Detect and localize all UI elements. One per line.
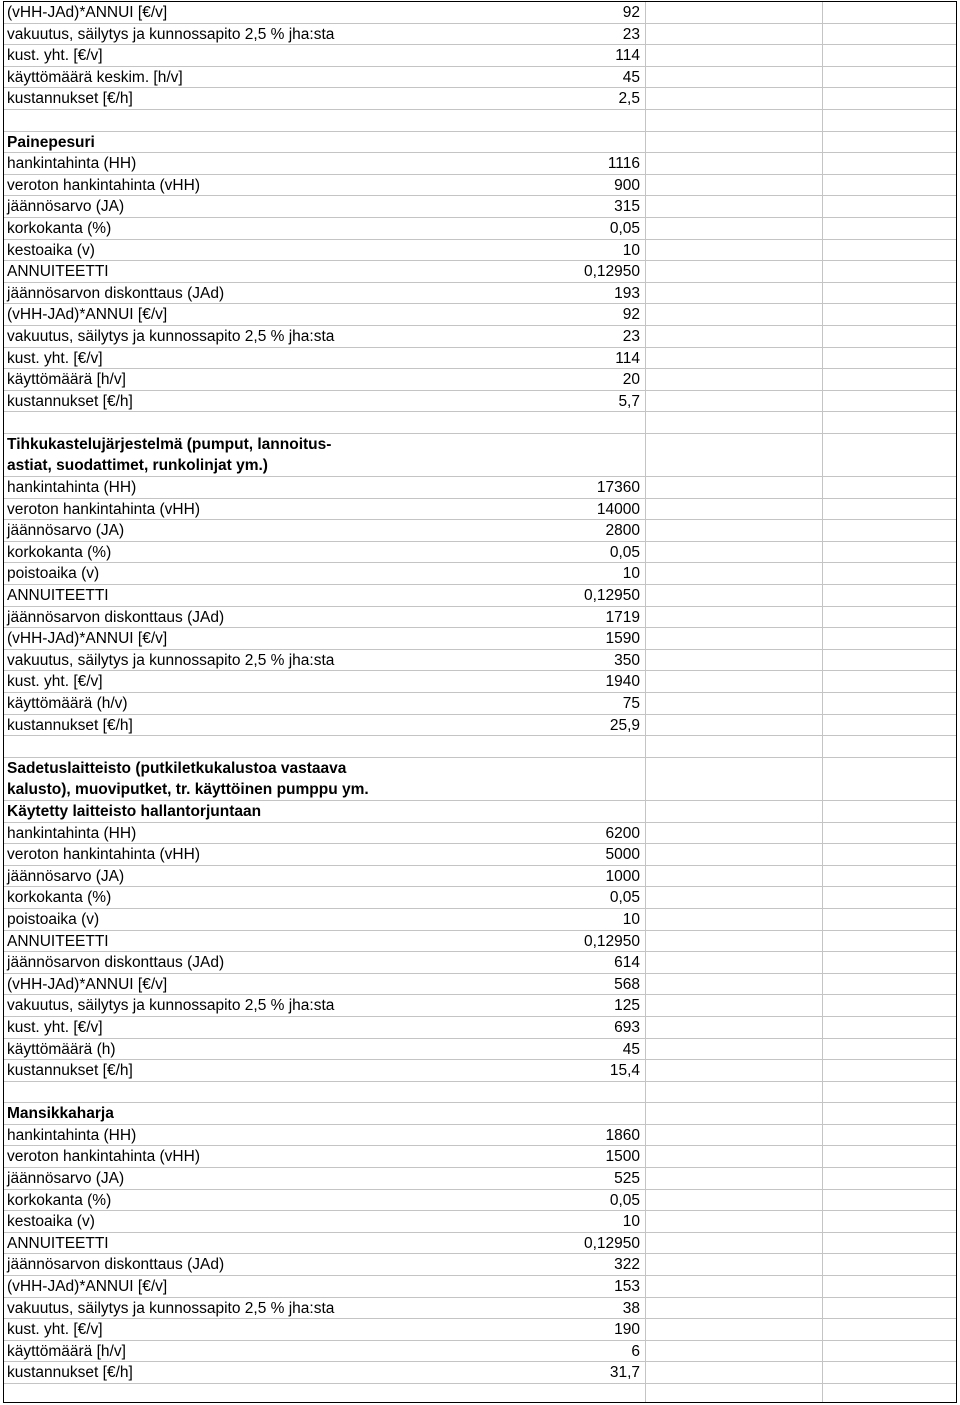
row-value: 15,4: [609, 1062, 640, 1080]
row-label: (vHH-JAd)*ANNUI [€/v]: [7, 1278, 168, 1296]
row-value: 350: [614, 651, 640, 669]
row-label: käyttömäärä (h): [7, 1040, 116, 1058]
section-heading: Mansikkaharja: [7, 1105, 114, 1123]
table-row[interactable]: [4, 1341, 956, 1363]
row-label: jäännösarvo (JA): [7, 198, 125, 216]
row-label: kust. yht. [€/v]: [7, 1018, 103, 1036]
row-value: 114: [615, 349, 640, 367]
row-label: vakuutus, säilytys ja kunnossapito 2,5 % jha:sta: [7, 651, 335, 669]
row-value: 0,12950: [583, 1234, 640, 1252]
table-row[interactable]: [4, 477, 956, 499]
row-value: 10: [622, 241, 640, 259]
table-row[interactable]: [4, 45, 956, 67]
table-row[interactable]: [4, 88, 956, 110]
table-row[interactable]: [4, 1168, 956, 1190]
table-row[interactable]: [4, 1276, 956, 1298]
table-row[interactable]: [4, 369, 956, 391]
row-value: 1940: [605, 673, 640, 691]
row-value: 1590: [605, 630, 640, 648]
row-label: jäännösarvon diskonttaus (JAd): [7, 1256, 225, 1274]
row-label: kust. yht. [€/v]: [7, 349, 103, 367]
row-value: 114: [615, 47, 640, 65]
row-value: 568: [614, 975, 640, 993]
table-row[interactable]: [4, 758, 956, 780]
row-value: 614: [614, 954, 640, 972]
row-value: 0,05: [609, 889, 640, 907]
row-value: 153: [614, 1278, 640, 1296]
table-row[interactable]: [4, 67, 956, 89]
row-label: jäännösarvo (JA): [7, 1170, 125, 1188]
row-label: kustannukset [€/h]: [7, 716, 133, 734]
section-heading: astiat, suodattimet, runkolinjat ym.): [7, 457, 268, 475]
table-row[interactable]: [4, 110, 956, 132]
row-label: jäännösarvon diskonttaus (JAd): [7, 608, 225, 626]
row-value: 75: [622, 695, 640, 712]
row-label: ANNUITEETTI: [7, 263, 109, 281]
table-row[interactable]: [4, 823, 956, 845]
table-row[interactable]: [4, 628, 956, 650]
table-row[interactable]: [4, 1233, 956, 1255]
row-value: 38: [622, 1299, 640, 1317]
table-row[interactable]: [4, 412, 956, 434]
table-row[interactable]: [4, 1298, 956, 1320]
row-value: 1500: [605, 1148, 640, 1166]
row-value: 1860: [605, 1126, 640, 1144]
table-row[interactable]: [4, 1017, 956, 1039]
row-label: käyttömäärä (h/v): [7, 695, 128, 712]
row-value: 25,9: [609, 716, 640, 734]
row-label: poistoaika (v): [7, 910, 100, 928]
row-label: kustannukset [€/h]: [7, 90, 133, 108]
row-value: 45: [622, 68, 640, 86]
table-row[interactable]: [4, 520, 956, 542]
table-row[interactable]: [4, 715, 956, 737]
row-label: korkokanta (%): [7, 1191, 112, 1209]
row-value: 10: [622, 910, 640, 928]
row-value: 1719: [605, 608, 640, 626]
table-row[interactable]: [4, 1211, 956, 1233]
table-row[interactable]: [4, 974, 956, 996]
row-label: hankintahinta (HH): [7, 155, 137, 173]
table-row[interactable]: [4, 348, 956, 370]
table-row[interactable]: [4, 585, 956, 607]
table-row[interactable]: [4, 1125, 956, 1147]
table-row[interactable]: [4, 779, 956, 801]
table-row[interactable]: [4, 455, 956, 477]
row-label: vakuutus, säilytys ja kunnossapito 2,5 % jha:sta: [7, 1299, 335, 1317]
row-label: (vHH-JAd)*ANNUI [€/v]: [7, 975, 168, 993]
table-row[interactable]: [4, 1254, 956, 1276]
row-label: vakuutus, säilytys ja kunnossapito 2,5 % jha:sta: [7, 327, 335, 345]
table-row[interactable]: [4, 952, 956, 974]
row-label: käyttömäärä [h/v]: [7, 1342, 126, 1360]
row-value: 92: [622, 4, 640, 21]
table-row[interactable]: [4, 175, 956, 197]
table-row[interactable]: [4, 671, 956, 693]
row-value: 45: [622, 1040, 640, 1058]
spreadsheet-rows: [4, 2, 956, 1384]
table-row[interactable]: [4, 132, 956, 154]
row-value: 2,5: [618, 90, 640, 108]
row-label: jäännösarvo (JA): [7, 522, 125, 540]
row-value: 693: [614, 1018, 640, 1036]
row-value: 0,05: [609, 219, 640, 237]
row-label: vakuutus, säilytys ja kunnossapito 2,5 % jha:sta: [7, 997, 335, 1015]
table-row[interactable]: [4, 542, 956, 564]
row-label: vakuutus, säilytys ja kunnossapito 2,5 % jha:sta: [7, 25, 335, 43]
row-value: 0,12950: [583, 932, 640, 950]
row-value: 5000: [605, 846, 640, 864]
row-value: 1000: [605, 867, 640, 885]
row-label: kustannukset [€/h]: [7, 1364, 133, 1382]
table-row[interactable]: [4, 499, 956, 521]
section-heading: kalusto), muoviputket, tr. käyttöinen pumppu ym.: [7, 781, 369, 799]
row-value: 315: [614, 198, 640, 216]
row-value: 0,05: [609, 1191, 640, 1209]
table-row[interactable]: [4, 650, 956, 672]
section-heading: Tihkukastelujärjestelmä (pumput, lannoitus-: [7, 435, 332, 453]
row-value: 31,7: [609, 1364, 640, 1382]
row-value: 322: [614, 1256, 640, 1274]
table-row[interactable]: [4, 801, 956, 823]
table-row[interactable]: [4, 261, 956, 283]
table-row[interactable]: [4, 909, 956, 931]
row-label: korkokanta (%): [7, 889, 112, 907]
row-label: kustannukset [€/h]: [7, 392, 133, 410]
table-row[interactable]: [4, 2, 956, 24]
row-label: veroton hankintahinta (vHH): [7, 176, 200, 194]
table-row[interactable]: [4, 24, 956, 46]
table-row[interactable]: [4, 1190, 956, 1212]
row-value: 17360: [596, 479, 640, 497]
row-value: 6: [631, 1342, 640, 1360]
row-label: (vHH-JAd)*ANNUI [€/v]: [7, 630, 168, 648]
row-label: ANNUITEETTI: [7, 932, 109, 950]
table-row[interactable]: [4, 218, 956, 240]
row-label: jäännösarvon diskonttaus (JAd): [7, 954, 225, 972]
table-row[interactable]: [4, 391, 956, 413]
section-heading: Käytetty laitteisto hallantorjuntaan: [7, 802, 262, 820]
row-value: 0,12950: [583, 263, 640, 281]
row-label: veroton hankintahinta (vHH): [7, 846, 200, 864]
row-label: kust. yht. [€/v]: [7, 47, 103, 65]
table-row[interactable]: [4, 563, 956, 585]
row-value: 6200: [605, 824, 640, 842]
table-row[interactable]: [4, 434, 956, 456]
row-label: jäännösarvon diskonttaus (JAd): [7, 284, 225, 302]
table-row[interactable]: [4, 1319, 956, 1341]
row-value: 20: [622, 371, 640, 389]
row-label: poistoaika (v): [7, 565, 100, 583]
row-value: 10: [622, 1213, 640, 1231]
table-row[interactable]: [4, 1082, 956, 1104]
row-label: käyttömäärä [h/v]: [7, 371, 126, 389]
spreadsheet: [3, 1, 957, 1403]
table-row[interactable]: [4, 995, 956, 1017]
table-row[interactable]: [4, 1060, 956, 1082]
section-heading: Painepesuri: [7, 133, 95, 151]
table-row[interactable]: [4, 326, 956, 348]
row-value: 5,7: [618, 392, 640, 410]
row-label: käyttömäärä keskim. [h/v]: [7, 68, 183, 86]
table-row[interactable]: [4, 607, 956, 629]
row-label: veroton hankintahinta (vHH): [7, 500, 200, 518]
row-label: (vHH-JAd)*ANNUI [€/v]: [7, 306, 168, 324]
row-value: 2800: [605, 522, 640, 540]
row-value: 23: [622, 25, 640, 43]
row-value: 23: [622, 327, 640, 345]
row-label: kust. yht. [€/v]: [7, 1321, 103, 1339]
row-value: 10: [622, 565, 640, 583]
table-row[interactable]: [4, 1103, 956, 1125]
row-label: kestoaika (v): [7, 1213, 95, 1231]
row-label: hankintahinta (HH): [7, 1126, 137, 1144]
row-value: 125: [614, 997, 640, 1015]
row-value: 92: [622, 306, 640, 324]
row-label: hankintahinta (HH): [7, 479, 137, 497]
table-row[interactable]: [4, 866, 956, 888]
row-value: 190: [614, 1321, 640, 1339]
table-row[interactable]: [4, 736, 956, 758]
table-row[interactable]: [4, 1362, 956, 1384]
row-value: 900: [614, 176, 640, 194]
table-row[interactable]: [4, 240, 956, 262]
section-heading: Sadetuslaitteisto (putkiletkukalustoa vastaava: [7, 759, 347, 777]
table-row[interactable]: [4, 1039, 956, 1061]
row-value: 0,12950: [583, 587, 640, 605]
row-label: jäännösarvo (JA): [7, 867, 125, 885]
table-row[interactable]: [4, 693, 956, 715]
table-row[interactable]: [4, 283, 956, 305]
table-row[interactable]: [4, 931, 956, 953]
row-value: 0,05: [609, 543, 640, 561]
row-label: (vHH-JAd)*ANNUI [€/v]: [7, 4, 168, 21]
row-label: ANNUITEETTI: [7, 1234, 109, 1252]
row-value: 14000: [596, 500, 640, 518]
table-row[interactable]: [4, 1146, 956, 1168]
table-row[interactable]: [4, 887, 956, 909]
row-label: veroton hankintahinta (vHH): [7, 1148, 200, 1166]
row-label: kust. yht. [€/v]: [7, 673, 103, 691]
row-label: korkokanta (%): [7, 543, 112, 561]
row-label: hankintahinta (HH): [7, 824, 137, 842]
row-value: 1116: [607, 155, 640, 173]
row-label: kestoaika (v): [7, 241, 95, 259]
row-label: ANNUITEETTI: [7, 587, 109, 605]
row-value: 525: [614, 1170, 640, 1188]
table-row[interactable]: [4, 844, 956, 866]
row-label: kustannukset [€/h]: [7, 1062, 133, 1080]
table-row[interactable]: [4, 196, 956, 218]
table-row[interactable]: [4, 153, 956, 175]
table-row[interactable]: [4, 304, 956, 326]
row-label: korkokanta (%): [7, 219, 112, 237]
row-value: 193: [614, 284, 640, 302]
